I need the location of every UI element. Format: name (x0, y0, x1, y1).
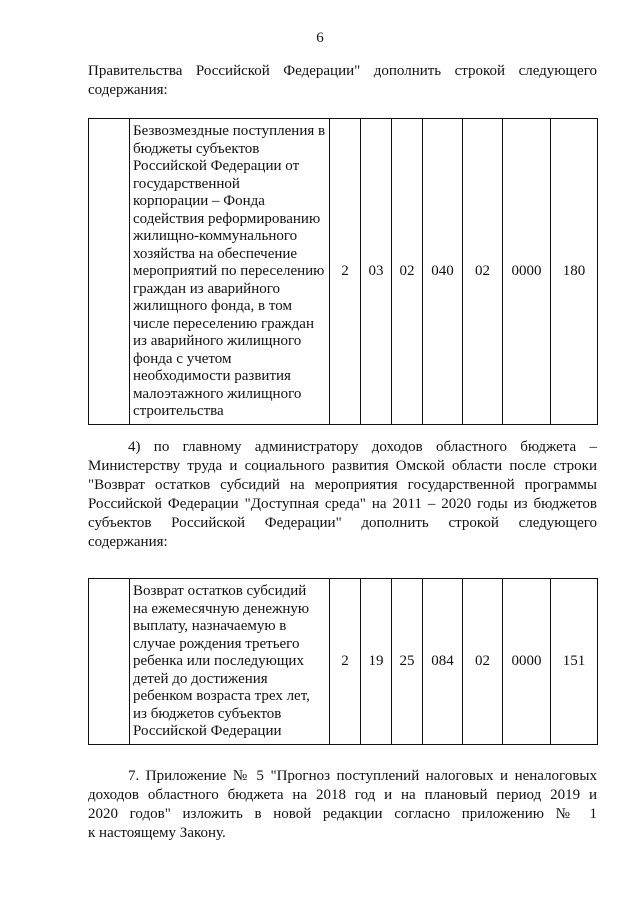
code-cell: 0000 (503, 579, 551, 745)
revenue-description-cell (130, 579, 330, 745)
description-line: фонда с учетом (133, 350, 232, 367)
code-cell: 02 (392, 119, 423, 425)
text-line: 2020 годов" изложить в новой редакции согласно приложению № 1 (88, 806, 597, 822)
text-line: доходов областного бюджета на 2018 год и на плановый период 2019 и (88, 787, 597, 803)
description-line: Российской Федерации (133, 723, 282, 739)
description-line: числе переселению граждан (133, 315, 314, 332)
description-line: ребенка или последующих (133, 653, 304, 669)
revenue-code-table-1 (88, 118, 598, 425)
code-cell: 03 (361, 119, 392, 425)
code-cell: 25 (392, 579, 423, 745)
code-cell: 2 (330, 579, 361, 745)
description-line: необходимости развития (133, 368, 291, 384)
code-cell: 180 (551, 119, 598, 425)
description-line: строительства (133, 403, 224, 419)
description-line: Возврат остатков субсидий (133, 583, 307, 599)
description-line: из бюджетов субъектов (133, 705, 282, 722)
text-line: содержания: (88, 534, 168, 550)
page-number: 6 (316, 30, 324, 46)
description-line: Российской Федерации от (133, 158, 300, 174)
description-line: бюджеты субъектов (133, 140, 260, 157)
text-line: 7. Приложение № 5 "Прогноз поступлений налоговых и неналоговых (128, 768, 597, 784)
code-cell: 151 (551, 579, 598, 745)
description-line: ребенком возраста трех лет, (133, 688, 310, 704)
description-line: на ежемесячную денежную (133, 600, 310, 617)
description-line: выплату, назначаемую в (133, 618, 287, 634)
description-line: жилищного фонда, в том (133, 298, 292, 314)
intro-paragraph (88, 62, 597, 100)
revenue-description-cell (130, 119, 330, 425)
description-line: случае рождения третьего (133, 635, 300, 652)
code-cell: 02 (463, 579, 503, 745)
description-line: малоэтажного жилищного (133, 385, 302, 402)
description-line: мероприятий по переселению (133, 263, 325, 279)
description-line: содействия реформированию (133, 210, 321, 227)
code-cell: 084 (423, 579, 463, 745)
code-cell: 19 (361, 579, 392, 745)
description-line: государственной (133, 175, 240, 192)
description-line: Безвозмездные поступления в (133, 123, 326, 139)
code-cell: 040 (423, 119, 463, 425)
revenue-code-table-2 (88, 578, 598, 745)
text-line: Правительства Российской Федерации" дополнить строкой следующего (88, 63, 597, 79)
text-line: содержания: (88, 82, 168, 98)
text-line: субъектов Российской Федерации" дополнить строкой следующего (88, 515, 597, 531)
description-line: из аварийного жилищного (133, 333, 302, 349)
table-row (89, 579, 598, 745)
text-line: "Возврат остатков субсидий на мероприятия государственной программы (88, 477, 597, 493)
text-line: к настоящему Закону. (88, 825, 226, 841)
empty-cell (89, 579, 130, 745)
text-line: Министерству труда и социального развития Омской области после строки (88, 458, 597, 474)
code-cell: 2 (330, 119, 361, 425)
text-line: Российской Федерации "Доступная среда" на 2011 – 2020 годы из бюджетов (88, 496, 597, 512)
empty-cell (89, 119, 130, 425)
item-7-paragraph (88, 767, 597, 843)
description-line: детей до достижения (133, 670, 268, 687)
code-cell: 0000 (503, 119, 551, 425)
description-line: хозяйства на обеспечение (133, 245, 298, 262)
item-4-paragraph (88, 438, 597, 552)
description-line: жилищно-коммунального (133, 228, 298, 244)
text-line: 4) по главному администратору доходов областного бюджета – (128, 439, 597, 455)
code-cell: 02 (463, 119, 503, 425)
table-row (89, 119, 598, 425)
description-line: корпорации – Фонда (133, 193, 265, 209)
description-line: граждан из аварийного (133, 280, 281, 297)
